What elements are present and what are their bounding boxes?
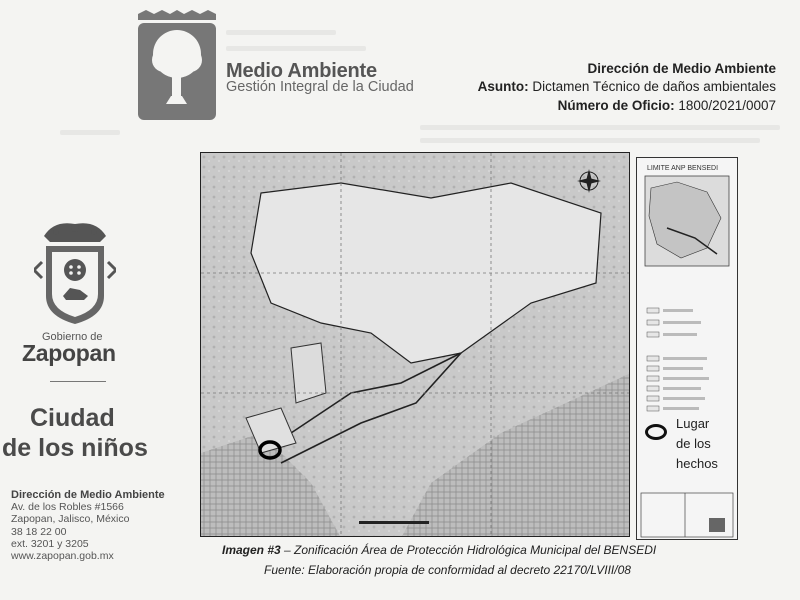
figure-caption (222, 543, 656, 557)
ciudad-wordmark-line1: Ciudad (30, 404, 115, 432)
figure-source: Fuente: Elaboración propia de conformidad al decreto 22170/LVIII/08 (264, 563, 631, 577)
incident-label-line: hechos (676, 456, 718, 471)
address-line: Zapopan, Jalisco, México (11, 513, 130, 526)
address-line: www.zapopan.gob.mx (11, 550, 114, 563)
zapopan-shield-icon (34, 218, 116, 328)
address-line: ext. 3201 y 3205 (11, 537, 89, 550)
map-image (201, 153, 630, 537)
asunto-label: Asunto: (477, 79, 529, 94)
figure-title: – Zonificación Área de Protección Hidrológica Municipal del BENSEDI (280, 543, 657, 557)
address-title: Dirección de Medio Ambiente (11, 489, 165, 501)
medio-ambiente-subtitle: Gestión Integral de la Ciudad (226, 79, 414, 95)
header-asunto (478, 79, 776, 94)
incident-label-line: de los (676, 436, 711, 451)
header-direccion: Dirección de Medio Ambiente (587, 61, 776, 76)
bleed-through-text (226, 46, 366, 51)
bleed-through-text (420, 138, 760, 143)
scale-bar (359, 521, 429, 524)
medio-ambiente-logo-icon (136, 10, 218, 122)
address-line: 38 18 22 00 (11, 525, 67, 538)
medio-ambiente-title: Medio Ambiente (226, 60, 377, 82)
address-line: Av. de los Robles #1566 (11, 501, 124, 514)
incident-marker-legend-icon (645, 424, 667, 440)
legend-content (637, 158, 737, 538)
map-legend (636, 157, 738, 540)
ciudad-wordmark-line2: de los niños (2, 434, 148, 462)
gobierno-de-label: Gobierno de (42, 331, 103, 343)
oficio-label: Número de Oficio: (557, 98, 675, 113)
bleed-through-text (60, 130, 120, 135)
incident-location-label (676, 414, 718, 474)
bleed-through-text (420, 125, 780, 130)
asunto-value: Dictamen Técnico de daños ambientales (532, 79, 776, 94)
bleed-through-text (226, 30, 336, 35)
zoning-map (200, 152, 630, 537)
figure-label: Imagen #3 (222, 543, 281, 557)
legend-title: LIMITE ANP BENSEDI (647, 165, 719, 172)
zapopan-wordmark: Zapopan (22, 340, 116, 366)
divider (50, 381, 106, 382)
header-oficio (558, 98, 776, 113)
address-block (11, 489, 165, 562)
incident-label-line: Lugar (676, 416, 710, 431)
oficio-value: 1800/2021/0007 (678, 98, 776, 113)
